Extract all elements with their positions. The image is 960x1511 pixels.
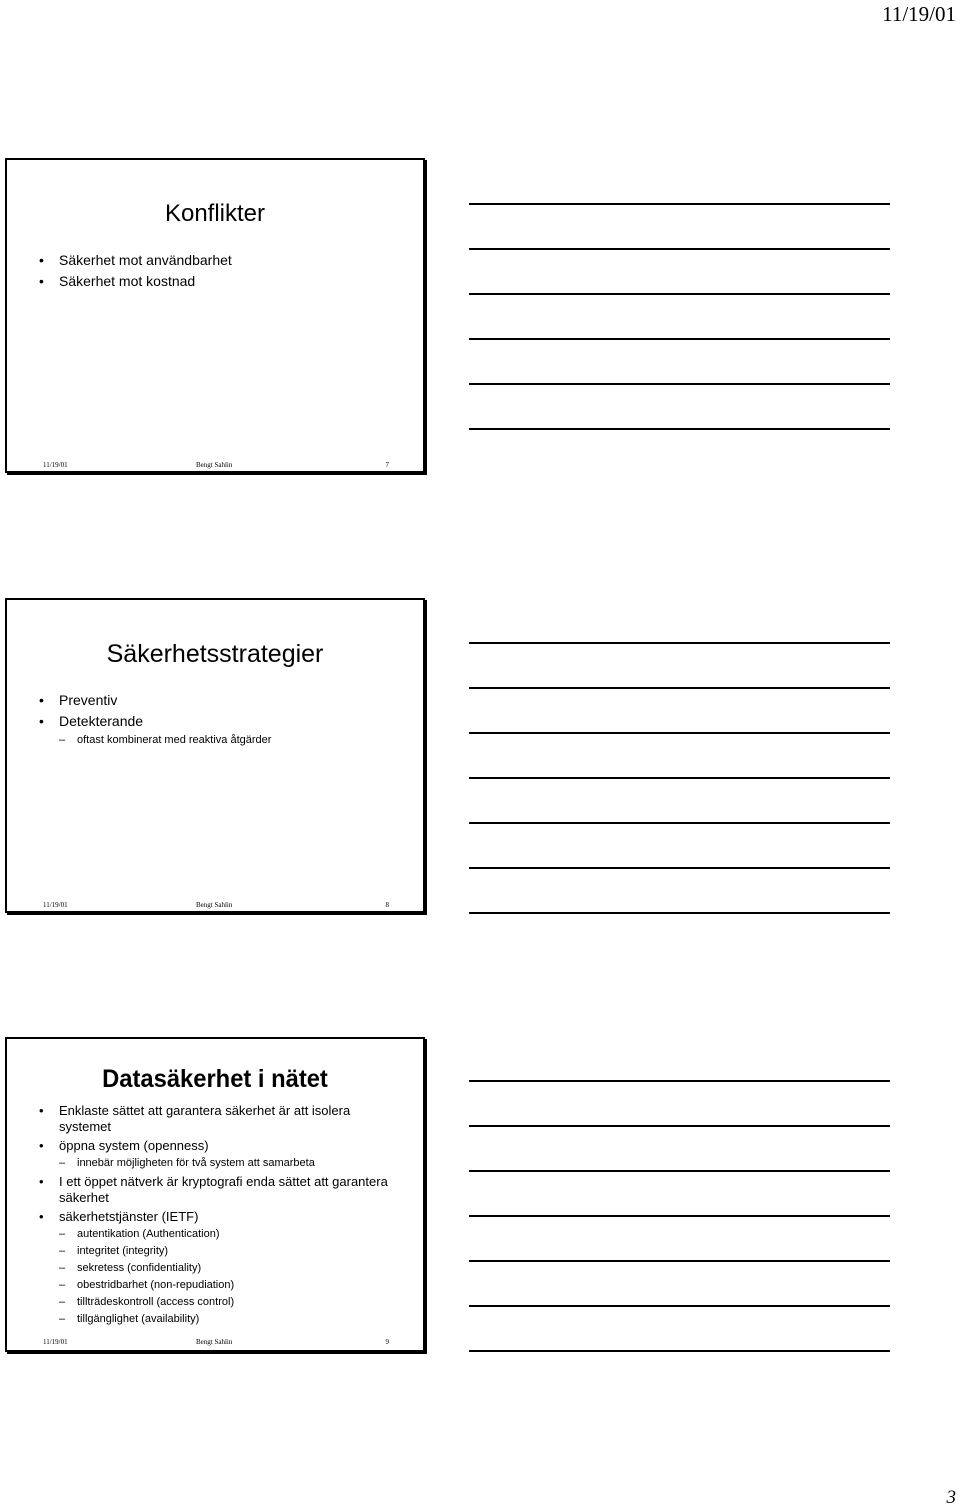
slide-body xyxy=(39,692,403,751)
bullet-item: • Säkerhet mot användbarhet xyxy=(39,252,403,269)
sub-bullet-item: – obestridbarhet (non-repudiation) xyxy=(39,1279,403,1292)
bullet-item: • säkerhetstjänster (IETF) xyxy=(39,1209,403,1225)
slide-title: Säkerhetsstrategier xyxy=(106,640,324,668)
sub-bullet-item: – tillträdeskontroll (access control) xyxy=(39,1296,403,1309)
note-line xyxy=(469,203,890,205)
note-line xyxy=(469,822,890,824)
sub-bullet-item: – oftast kombinerat med reaktiva åtgärder xyxy=(39,734,403,747)
slide-footer-author: Bengt Sahlin xyxy=(196,461,233,469)
slide-title: Datasäkerhet i nätet xyxy=(102,1065,328,1093)
sub-bullet-item: – autentikation (Authentication) xyxy=(39,1228,403,1241)
note-line xyxy=(469,1350,890,1352)
note-line xyxy=(469,1125,890,1127)
bullet-item: • Säkerhet mot kostnad xyxy=(39,273,403,290)
note-line xyxy=(469,1260,890,1262)
note-line xyxy=(469,1080,890,1082)
note-line xyxy=(469,338,890,340)
slide-footer-number: 8 xyxy=(385,901,389,909)
bullet-item: • Detekterande xyxy=(39,713,403,730)
slide-footer-date: 11/19/01 xyxy=(43,1338,68,1346)
slide-footer-author: Bengt Sahlin xyxy=(196,901,233,909)
sub-bullet-item: – tillgänglighet (availability) xyxy=(39,1313,403,1326)
note-line xyxy=(469,732,890,734)
slide-footer-author: Bengt Sahlin xyxy=(196,1338,233,1346)
sub-bullet-item: – integritet (integrity) xyxy=(39,1245,403,1258)
bullet-item: • Enklaste sättet att garantera säkerhet är att isolera systemet xyxy=(39,1103,403,1135)
note-line xyxy=(469,248,890,250)
note-line xyxy=(469,1170,890,1172)
note-line xyxy=(469,867,890,869)
note-line xyxy=(469,293,890,295)
slide-9 xyxy=(5,1037,425,1352)
slide-footer-number: 7 xyxy=(385,461,389,469)
slide-footer-number: 9 xyxy=(385,1338,389,1346)
bullet-item: • I ett öppet nätverk är kryptografi enda sättet att garantera säkerhet xyxy=(39,1174,403,1206)
note-line xyxy=(469,1215,890,1217)
slide-8 xyxy=(5,598,425,913)
bullet-item: • Preventiv xyxy=(39,692,403,709)
note-line xyxy=(469,777,890,779)
slide-footer-date: 11/19/01 xyxy=(43,901,68,909)
slide-body xyxy=(39,1103,403,1330)
note-line xyxy=(469,912,890,914)
note-line xyxy=(469,687,890,689)
sub-bullet-item: – innebär möjligheten för två system att samarbeta xyxy=(39,1157,403,1170)
note-line xyxy=(469,383,890,385)
slide-7 xyxy=(5,158,425,473)
bullet-item: • öppna system (openness) xyxy=(39,1138,403,1154)
slide-footer-date: 11/19/01 xyxy=(43,461,68,469)
sub-bullet-item: – sekretess (confidentiality) xyxy=(39,1262,403,1275)
note-line xyxy=(469,642,890,644)
page-number: 3 xyxy=(946,1487,956,1508)
note-line xyxy=(469,1305,890,1307)
slide-body xyxy=(39,252,403,294)
page-header-date: 11/19/01 xyxy=(882,2,956,26)
slide-title: Konflikter xyxy=(164,200,266,227)
note-line xyxy=(469,428,890,430)
